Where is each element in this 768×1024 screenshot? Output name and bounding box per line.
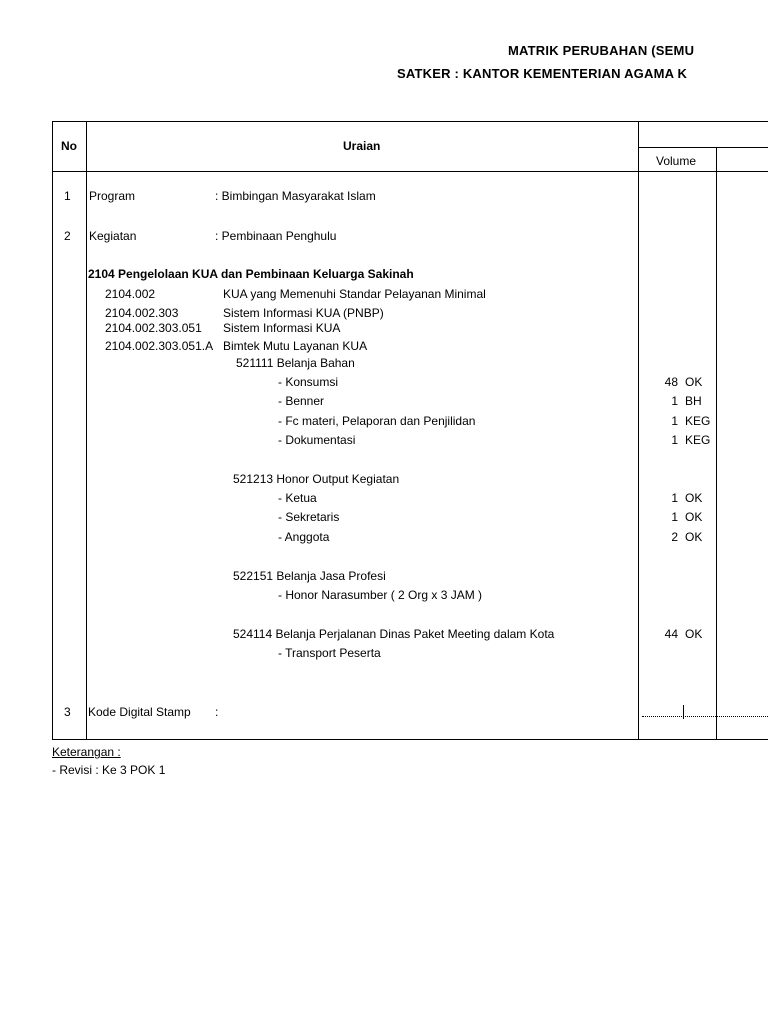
code: 2104.002 (105, 287, 156, 301)
item-qty: 1 (671, 394, 678, 408)
code-desc: Bimtek Mutu Layanan KUA (223, 339, 368, 353)
row-no-stamp: 3 (64, 705, 71, 719)
item-label: - Benner (278, 394, 325, 408)
item-qty: 1 (671, 491, 678, 505)
item-unit: OK (685, 510, 703, 524)
item-unit: KEG (685, 414, 711, 428)
no-column-divider (86, 121, 87, 740)
item-unit: OK (685, 375, 703, 389)
program-label: Program (89, 189, 136, 203)
stamp-colon: : (215, 705, 219, 719)
code-desc: Sistem Informasi KUA (PNBP) (223, 306, 384, 320)
account-title: 521213 Honor Output Kegiatan (233, 472, 400, 486)
account-title: 521111 Belanja Bahan (236, 356, 355, 370)
account-title: 522151 Belanja Jasa Profesi (233, 569, 386, 583)
table-left-border (52, 121, 53, 740)
kegiatan-label: Kegiatan (89, 229, 137, 243)
item-unit: BH (685, 394, 702, 408)
notes-line: - Revisi : Ke 3 POK 1 (52, 763, 166, 777)
account-title: 524114 Belanja Perjalanan Dinas Paket Meeting dalam Kota (233, 627, 555, 641)
stamp-label: Kode Digital Stamp (88, 705, 191, 719)
item-unit: OK (685, 530, 703, 544)
item-qty: 1 (671, 414, 678, 428)
stamp-dotted-line (642, 716, 768, 717)
header-uraian: Uraian (343, 139, 381, 153)
item-qty: 48 (664, 375, 678, 389)
code: 2104.002.303 (105, 306, 179, 320)
item-unit: OK (685, 627, 703, 641)
volume-column-divider (716, 147, 717, 740)
header-no: No (61, 139, 77, 153)
document-subtitle: SATKER : KANTOR KEMENTERIAN AGAMA K (397, 66, 688, 81)
table-bottom-border (52, 739, 768, 740)
item-label: - Honor Narasumber ( 2 Org x 3 JAM ) (278, 588, 483, 602)
item-qty: 2 (671, 530, 678, 544)
row-no-kegiatan: 2 (64, 229, 71, 243)
notes-title: Keterangan : (52, 745, 121, 759)
document-title: MATRIK PERUBAHAN (SEMU (508, 43, 695, 58)
volume-header-border (638, 147, 768, 148)
item-label: - Fc materi, Pelaporan dan Penjilidan (278, 414, 476, 428)
table-top-border (52, 121, 768, 122)
item-label: - Sekretaris (278, 510, 340, 524)
item-unit: OK (685, 491, 703, 505)
item-qty: 44 (664, 627, 678, 641)
code-desc: KUA yang Memenuhi Standar Pelayanan Minimal (223, 287, 486, 301)
item-label: - Transport Peserta (278, 646, 381, 660)
row-no-program: 1 (64, 189, 71, 203)
item-label: - Anggota (278, 530, 330, 544)
item-qty: 1 (671, 510, 678, 524)
item-label: - Dokumentasi (278, 433, 356, 447)
program-value: : Bimbingan Masyarakat Islam (215, 189, 376, 203)
item-unit: KEG (685, 433, 711, 447)
stamp-cursor-mark (683, 705, 684, 719)
kegiatan-value: : Pembinaan Penghulu (215, 229, 337, 243)
item-label: - Ketua (278, 491, 317, 505)
item-label: - Konsumsi (278, 375, 339, 389)
header-volume: Volume (656, 154, 697, 168)
code: 2104.002.303.051.A (105, 339, 214, 353)
section-title: 2104 Pengelolaan KUA dan Pembinaan Keluarga Sakinah (88, 267, 414, 281)
code: 2104.002.303.051 (105, 321, 202, 335)
item-qty: 1 (671, 433, 678, 447)
code-desc: Sistem Informasi KUA (223, 321, 341, 335)
header-bottom-border (52, 171, 768, 172)
uraian-column-divider (638, 121, 639, 740)
